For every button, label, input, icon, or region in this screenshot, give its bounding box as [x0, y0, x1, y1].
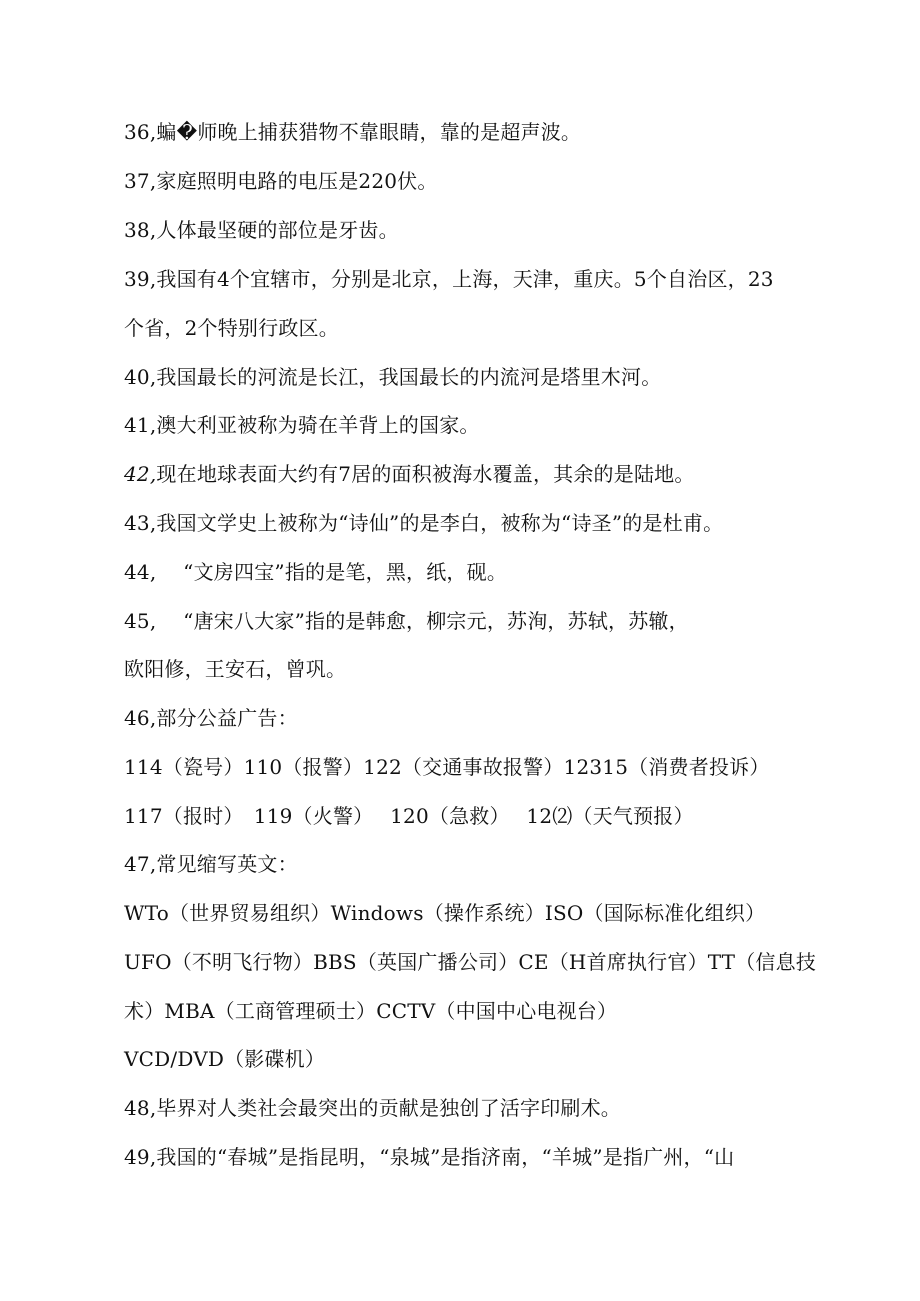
text-line-42	[124, 462, 695, 486]
text-line-37: 37,家庭照明电路的电压是220伏。	[124, 169, 438, 193]
text-line-abbrev-3: 术）MBA（工商管理硕士）CCTV（中国中心电视台）	[124, 999, 618, 1023]
text-line-44: 44, “文房四宝”指的是笔，黑，纸，砚。	[124, 560, 508, 584]
text-line-38: 38,人体最坚硬的部位是牙齿。	[124, 218, 399, 242]
text-line-hotlines-1: 114（瓷号）110（报警）122（交通事故报警）12315（消费者投诉）	[124, 755, 770, 779]
text-line-47: 47,常见缩写英文：	[124, 852, 298, 876]
text-line-46: 46,部分公益广告：	[124, 706, 298, 730]
text-line-43: 43,我国文学史上被称为“诗仙”的是李白，被称为“诗圣”的是杜甫。	[124, 511, 724, 535]
text-line-hotlines-2: 117（报时） 119（火警） 120（急救） 12⑵（天气预报）	[124, 804, 694, 828]
text-line-39: 39,我国有4个宜辖市，分别是北京，上海，天津，重庆。5个自治区，23	[124, 267, 774, 291]
text-line-48: 48,毕界对人类社会最突出的贡献是独创了活字印刷术。	[124, 1096, 622, 1120]
text-line-45: 45, “唐宋八大家”指的是韩愈，柳宗元，苏洵，苏轼，苏辙，	[124, 609, 689, 633]
text-line-40: 40,我国最长的河流是长江，我国最长的内流河是塔里木河。	[124, 365, 662, 389]
line-42-number: 42,	[124, 462, 157, 486]
text-line-39-continued: 个省，2个特别行政区。	[124, 316, 339, 340]
text-line-abbrev-4: VCD/DVD（影碟机）	[124, 1047, 326, 1071]
text-line-abbrev-2: UFO（不明飞行物）BBS（英国广播公司）CE（H首席执行官）TT（信息技	[124, 950, 817, 974]
text-line-49: 49,我国的“春城”是指昆明，“泉城”是指济南，“羊城”是指广州，“山	[124, 1145, 735, 1169]
text-line-41: 41,澳大利亚被称为骑在羊背上的国家。	[124, 413, 480, 437]
text-line-36: 36,蝙�师晚上捕获猎物不靠眼睛，靠的是超声波。	[124, 120, 582, 144]
text-line-45-continued: 欧阳修，王安石，曾巩。	[124, 657, 347, 681]
line-42-text: 现在地球表面大约有7居的面积被海水覆盖，其余的是陆地。	[156, 462, 695, 486]
text-line-abbrev-1: WTo（世界贸易组织）Windows（操作系统）ISO（国际标准化组织）	[124, 901, 766, 925]
